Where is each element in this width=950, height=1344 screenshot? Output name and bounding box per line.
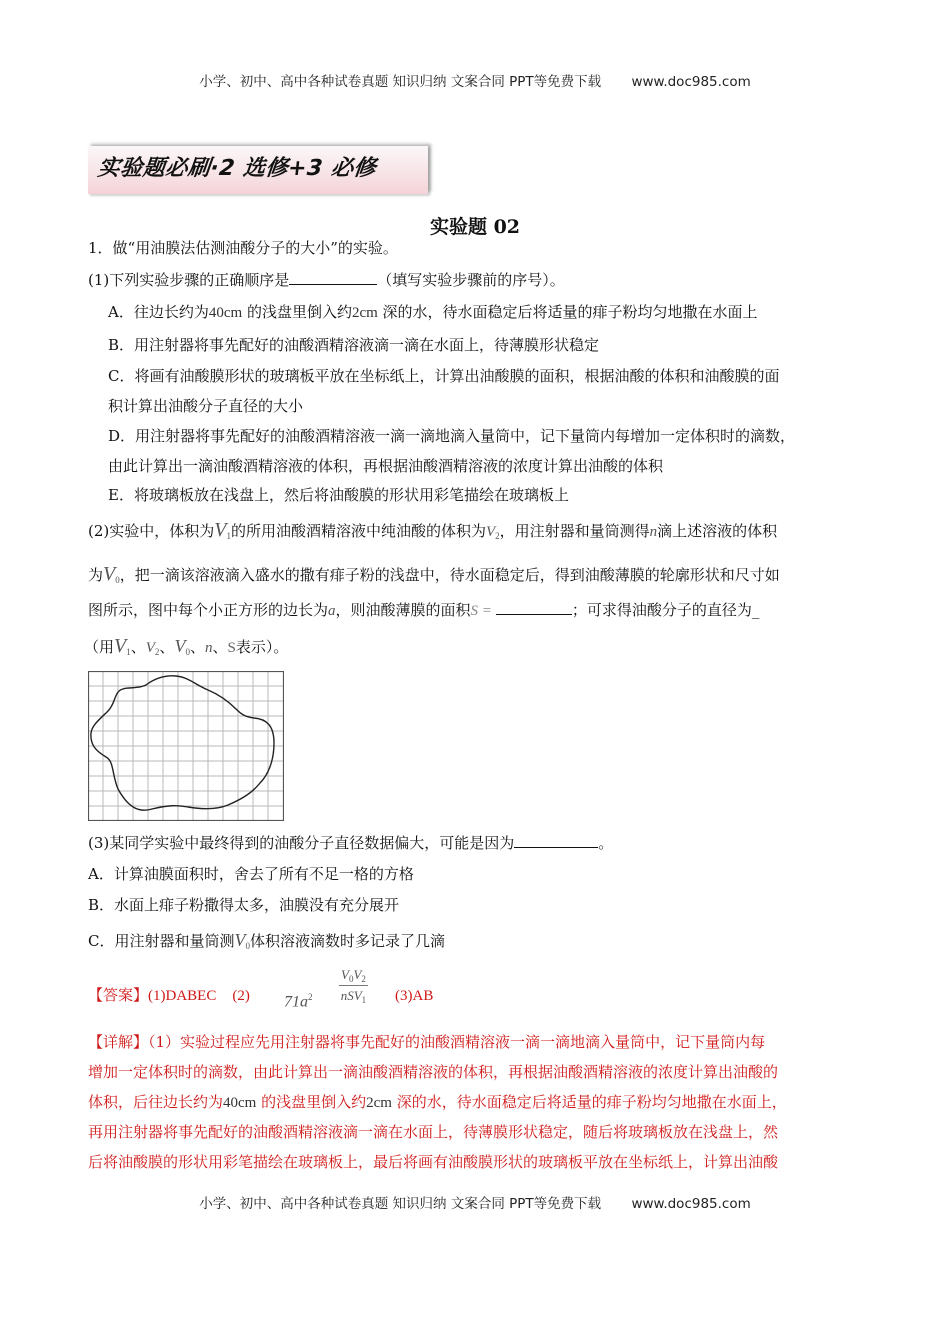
explanation-line5: 后将油酸膜的形状用彩笔描绘在玻璃板上，最后将画有油酸膜形状的玻璃板平放在坐标纸上，计算出油酸 [88, 1153, 779, 1171]
symbol-a: a [328, 603, 336, 619]
part3-option-b: B．水面上痱子粉撒得太多，油膜没有充分展开 [88, 896, 400, 914]
explanation-line3: 体积，后往边长约为40cm 的浅盘里倒入约2cm 深的水，待水面稳定后将适量的痱子粉均匀地撒在水面上， [88, 1093, 787, 1111]
symbol-n: n [204, 640, 213, 656]
value-2cm: 2cm [351, 305, 378, 321]
question-stem: 1．做“用油膜法估测油酸分子的大小”的实验。 [88, 239, 398, 257]
answer-label: 【答案】 [88, 986, 149, 1004]
part1-prompt [88, 270, 565, 290]
explanation-line4: 再用注射器将事先配好的油酸酒精溶液滴一滴在水面上，待薄膜形状稳定，随后将玻璃板放在浅盘上，然 [88, 1123, 779, 1141]
banner-text: 实验题必刷·2 选修+3 必修 [96, 156, 378, 181]
header-text: 小学、初中、高中各种试卷真题 知识归纳 文案合同 PPT等免费下载 [199, 74, 602, 90]
part2-text: 表示）。 [235, 638, 289, 656]
answer-blank-area [496, 600, 572, 615]
part1-prompt-text: (1)下列实验步骤的正确顺序是 [88, 271, 290, 289]
part2-text: (2)实验中，体积为 [88, 522, 215, 540]
oil-film-grid-figure [88, 671, 284, 821]
symbol-V1: $V_1$ [114, 635, 131, 657]
page-title: 实验题 02 [429, 216, 521, 238]
part2-text: ；可求得油酸分子的直径为_ [571, 601, 760, 619]
symbol-V0: $V_0$ [174, 636, 190, 657]
answer-part1: (1)DABEC [148, 988, 217, 1004]
part2-text: 的所用油酸酒精溶液中纯油酸的体积为 [230, 522, 486, 540]
option-a-rest: 深的水，待水面稳定后将适量的痱子粉均匀地撒在水面上 [377, 303, 758, 321]
answer-blank [514, 833, 598, 848]
symbol-V1: $V_1$ [214, 519, 231, 541]
part2-line2 [88, 564, 780, 590]
option-e: E．将玻璃板放在浅盘上，然后将油酸膜的形状用彩笔描绘在玻璃板上 [108, 486, 569, 504]
answer-diameter-formula [339, 967, 368, 1005]
footer-text: 小学、初中、高中各种试卷真题 知识归纳 文案合同 PPT等免费下载 [199, 1196, 602, 1212]
fraction-numerator: $V_0V_2$ [341, 967, 366, 984]
part3-option-a: A．计算油膜面积时，舍去了所有不足一格的方格 [88, 865, 414, 883]
answer-part3: (3)AB [395, 988, 434, 1004]
value-40cm: 40cm [208, 305, 243, 321]
part2-text: 图所示，图中每个小正方形的边长为 [88, 601, 329, 619]
explanation-line2: 增加一定体积时的滴数，由此计算出一滴油酸酒精溶液的体积，再根据油酸酒精溶液的浓度计算出油酸的 [88, 1063, 779, 1081]
part3-option-c: C．用注射器和量筒测$V_0$体积溶液滴数时多记录了几滴 [88, 930, 445, 951]
page-footer [0, 1192, 950, 1212]
part3-prompt-text: (3)某同学实验中最终得到的油酸分子直径数据偏大，可能是因为 [88, 834, 515, 852]
footer-url-link[interactable]: www.doc985.com [631, 1196, 751, 1212]
header-url-link[interactable]: www.doc985.com [631, 74, 751, 90]
part2-text: （用 [84, 638, 115, 656]
symbol-V0: $V_0$ [234, 930, 250, 951]
part2-line3 [88, 600, 759, 621]
fraction-denominator: nSV$_1$ [340, 988, 367, 1005]
answer-line [88, 985, 250, 1006]
part2-text: ，则油酸薄膜的面积 [335, 601, 471, 619]
explanation-line1: 【详解】（1）实验过程应先用注射器将事先配好的油酸酒精溶液一滴一滴地滴入量筒中，记下量筒内每 [88, 1033, 766, 1051]
symbol-n: n [649, 524, 658, 540]
page-header [0, 70, 950, 90]
part2-text: 为 [88, 566, 104, 584]
part2-text: 滴上述溶液的体积 [657, 522, 778, 540]
symbol-S-equals: S = [470, 603, 492, 619]
option-c-line1: C．将画有油酸膜形状的玻璃板平放在坐标纸上，计算出油酸膜的面积，根据油酸的体积和油酸膜的面 [108, 367, 780, 385]
option-c-line2: 积计算出油酸分子直径的大小 [108, 397, 304, 415]
option-b: B．用注射器将事先配好的油酸酒精溶液滴一滴在水面上，待薄膜形状稳定 [108, 336, 600, 354]
part2-line1 [88, 520, 777, 546]
option-a [108, 302, 758, 323]
part1-prompt-hint: （填写实验步骤前的序号）。 [377, 271, 565, 289]
option-d-line2: 由此计算出一滴油酸酒精溶液的体积，再根据油酸酒精溶液的浓度计算出油酸的体积 [108, 457, 664, 475]
explanation-label: 【详解】 [88, 1033, 149, 1051]
answer-area-formula: $71a^2$ [284, 992, 313, 1011]
value-40cm: 40cm [223, 1095, 257, 1111]
symbol-V0: $V_0$ [103, 563, 120, 585]
part2-text: ，把一滴该溶液滴入盛水的撒有痱子粉的浅盘中，待水面稳定后，得到油酸薄膜的轮廓形状和尺寸如 [119, 566, 780, 584]
part3-prompt: (3)某同学实验中最终得到的油酸分子直径数据偏大，可能是因为 。 [88, 834, 614, 852]
section-banner [88, 146, 428, 194]
symbol-V2: $V_2$ [145, 640, 160, 657]
value-2cm: 2cm [366, 1095, 392, 1111]
option-d-line1: D．用注射器将事先配好的油酸酒精溶液一滴一滴地滴入量筒中，记下量筒内每增加一定体积时的滴数， [108, 427, 796, 445]
option-a-mid: 的浅盘里倒入约 [242, 303, 352, 321]
answer-part2-label: (2) [232, 988, 250, 1004]
symbol-S: S [227, 640, 236, 656]
symbol-V2: $V_2$ [485, 524, 500, 541]
answer-blank [289, 270, 377, 285]
option-a-text: A．往边长约为 [108, 303, 209, 321]
part2-line4: （用$V_1$、$V_2$、$V_0$、n、S表示）。 [84, 635, 289, 657]
part2-text: ，用注射器和量筒测得 [499, 522, 650, 540]
